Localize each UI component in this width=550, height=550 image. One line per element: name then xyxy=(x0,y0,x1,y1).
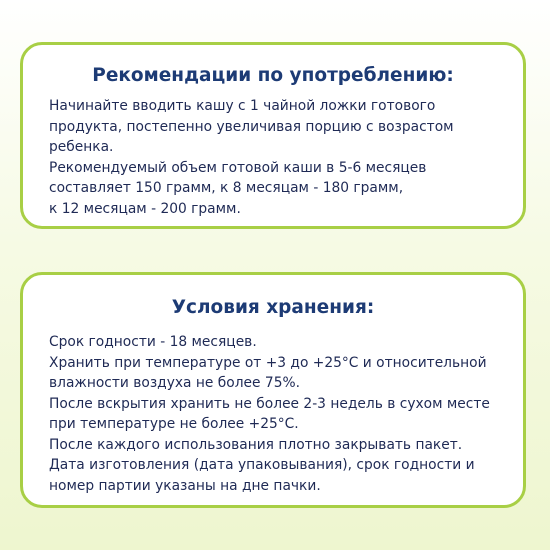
storage-line: Дата изготовления (дата упаковывания), срок годности и xyxy=(49,457,475,473)
recommendations-line: Начинайте вводить кашу с 1 чайной ложки готового xyxy=(49,98,436,114)
storage-line: Срок годности - 18 месяцев. xyxy=(49,334,257,350)
storage-text xyxy=(49,332,497,496)
storage-card xyxy=(20,272,526,508)
recommendations-line: к 12 месяцам - 200 грамм. xyxy=(49,200,241,217)
recommendations-line: продукта, постепенно увеличивая порцию с возрастом xyxy=(49,118,454,135)
recommendations-title: Рекомендации по употреблению: xyxy=(92,65,454,86)
recommendations-card xyxy=(20,42,526,229)
storage-line: После каждого использования плотно закрывать пакет. xyxy=(49,436,463,453)
storage-line: влажности воздуха не более 75%. xyxy=(49,375,300,391)
recommendations-line: составляет 150 грамм, к 8 месяцам - 180 грамм, xyxy=(49,180,404,196)
storage-line: номер партии указаны на дне пачки. xyxy=(49,477,321,494)
storage-line: при температуре не более +25°С. xyxy=(49,416,299,432)
storage-line: После вскрытия хранить не более 2-3 недель в сухом месте xyxy=(49,395,490,412)
recommendations-text xyxy=(49,96,497,219)
recommendations-line: Рекомендуемый объем готовой каши в 5-6 месяцев xyxy=(49,159,427,176)
recommendations-line: ребенка. xyxy=(49,139,114,155)
storage-line: Хранить при температуре от +3 до +25°С и относительной xyxy=(49,354,487,371)
storage-title: Условия хранения: xyxy=(171,297,375,318)
